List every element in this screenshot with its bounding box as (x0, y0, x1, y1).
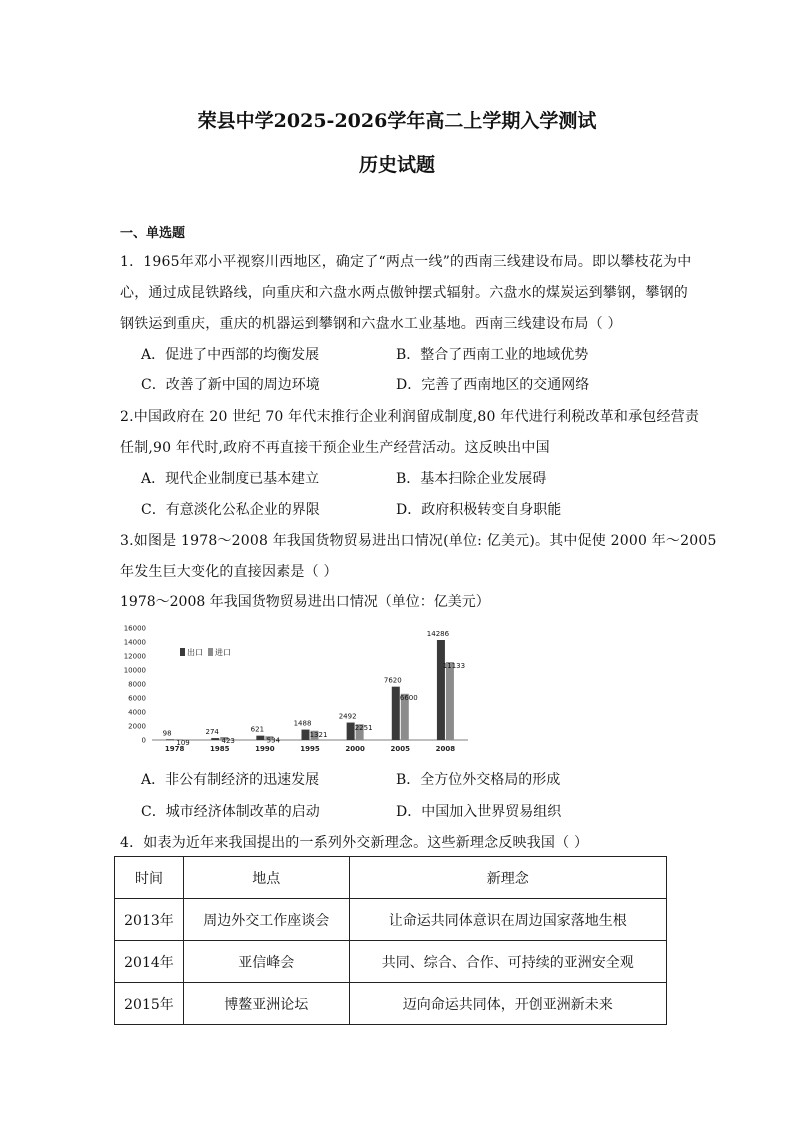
x-tick-label: 1985 (209, 745, 230, 753)
table-row (115, 899, 667, 941)
question-1-line-1: 1．1965年邓小平视察川西地区，确定了“两点一线”的西南三线建设布局。即以攀枝花为中 (120, 254, 692, 270)
bar-export (392, 687, 400, 740)
table-cell: 让命运共同体意识在周边国家落地生根 (349, 899, 666, 941)
question-3-line-1: 3.如图是 1978～2008 年我国货物贸易进出口情况(单位: 亿美元)。其中促使 2000 年～2005 (120, 533, 717, 549)
table-header-time: 时间 (115, 857, 184, 899)
exam-title: 荣县中学2025-2026学年高二上学期入学测试 (197, 110, 597, 132)
x-tick-label: 2005 (390, 745, 411, 753)
table-row (115, 941, 667, 983)
question-3-option-d[interactable]: D．中国加入世界贸易组织 (396, 804, 562, 820)
table-cell: 2013年 (115, 899, 184, 941)
bar-export (347, 723, 355, 740)
trade-bar-chart (118, 620, 478, 760)
question-2-line-1: 2.中国政府在 20 世纪 70 年代末推行企业利润留成制度,80 年代进行利税改革和承包经营责 (120, 409, 700, 425)
question-1-line-3: 钢铁运到重庆，重庆的机器运到攀钢和六盘水工业基地。西南三线建设布局（ ） (120, 316, 622, 332)
data-label: 11133 (442, 662, 466, 671)
table-cell: 博鳌亚洲论坛 (183, 983, 349, 1025)
y-tick-label: 8000 (128, 680, 146, 689)
question-1-option-a[interactable]: A．促进了中西部的均衡发展 (141, 347, 320, 363)
diplomacy-concepts-table (114, 856, 667, 1025)
bar-import (446, 662, 454, 740)
data-label: 621 (250, 725, 265, 734)
question-1-option-c[interactable]: C．改善了新中国的周边环境 (141, 377, 320, 393)
data-label: 14286 (426, 629, 450, 638)
table-cell: 迈向命运共同体，开创亚洲新未来 (349, 983, 666, 1025)
table-header-place: 地点 (183, 857, 349, 899)
table-header-row (115, 857, 667, 899)
chart-caption: 1978～2008 年我国货物贸易进出口情况（单位：亿美元） (120, 594, 490, 610)
data-label: 109 (176, 739, 190, 748)
x-tick-label: 2008 (435, 745, 456, 753)
question-3-option-c[interactable]: C．城市经济体制改革的启动 (141, 804, 320, 820)
table-cell: 2015年 (115, 983, 184, 1025)
question-3-option-b[interactable]: B．全方位外交格局的形成 (396, 772, 561, 788)
legend-label: 进口 (215, 648, 231, 657)
y-tick-label: 14000 (123, 638, 146, 647)
data-label: 423 (221, 737, 235, 746)
data-label: 2492 (338, 712, 357, 721)
y-tick-label: 10000 (123, 666, 146, 675)
bar-export (166, 739, 174, 740)
bar-export (211, 738, 219, 740)
y-tick-label: 4000 (128, 708, 146, 717)
question-1-option-b[interactable]: B．整合了西南工业的地域优势 (396, 347, 589, 363)
table-cell: 周边外交工作座谈会 (183, 899, 349, 941)
table-cell: 2014年 (115, 941, 184, 983)
question-1-option-d[interactable]: D．完善了西南地区的交通网络 (396, 377, 590, 393)
question-2-option-c[interactable]: C．有意淡化公私企业的界限 (141, 502, 320, 518)
question-1-line-2: 心，通过成昆铁路线，向重庆和六盘水两点傲钟摆式辐射。六盘水的煤炭运到攀钢，攀钢的 (120, 285, 688, 301)
y-tick-label: 6000 (128, 694, 146, 703)
section-heading: 一、单选题 (120, 226, 186, 241)
x-tick-label: 1978 (164, 745, 185, 753)
data-label: 98 (162, 729, 172, 738)
y-tick-label: 0 (141, 736, 146, 745)
x-tick-label: 2000 (345, 745, 365, 753)
table-row (115, 983, 667, 1025)
data-label: 1488 (293, 719, 312, 728)
question-2-option-d[interactable]: D．政府积极转变自身职能 (396, 502, 562, 518)
legend-swatch (180, 648, 185, 656)
bar-export (256, 736, 264, 740)
x-tick-label: 1990 (255, 745, 275, 753)
bar-export (302, 730, 310, 740)
legend-swatch (208, 648, 213, 656)
question-3-option-a[interactable]: A．非公有制经济的迅速发展 (141, 772, 320, 788)
question-2-option-b[interactable]: B．基本扫除企业发展碍 (396, 471, 547, 487)
y-tick-label: 2000 (128, 722, 146, 731)
y-tick-label: 12000 (123, 652, 146, 661)
y-tick-label: 16000 (123, 624, 146, 633)
question-3-line-2: 年发生巨大变化的直接因素是（ ） (120, 564, 338, 580)
data-label: 7620 (383, 676, 402, 685)
data-label: 274 (205, 728, 219, 737)
data-label: 1321 (309, 730, 328, 739)
table-header-concept: 新理念 (349, 857, 666, 899)
question-4-line-1: 4．如表为近年来我国提出的一系列外交新理念。这些新理念反映我国（ ） (120, 835, 589, 851)
legend-label: 出口 (187, 648, 203, 657)
table-cell: 共同、综合、合作、可持续的亚洲安全观 (349, 941, 666, 983)
table-cell: 亚信峰会 (183, 941, 349, 983)
data-label: 6600 (399, 693, 418, 702)
bar-export (437, 640, 445, 740)
question-2-line-2: 任制,90 年代时,政府不再直接干预企业生产经营活动。这反映出中国 (120, 440, 550, 456)
x-tick-label: 1995 (300, 745, 320, 753)
question-2-option-a[interactable]: A．现代企业制度已基本建立 (141, 471, 320, 487)
data-label: 2251 (354, 724, 373, 733)
exam-subtitle: 历史试题 (358, 154, 435, 176)
data-label: 534 (266, 736, 281, 745)
